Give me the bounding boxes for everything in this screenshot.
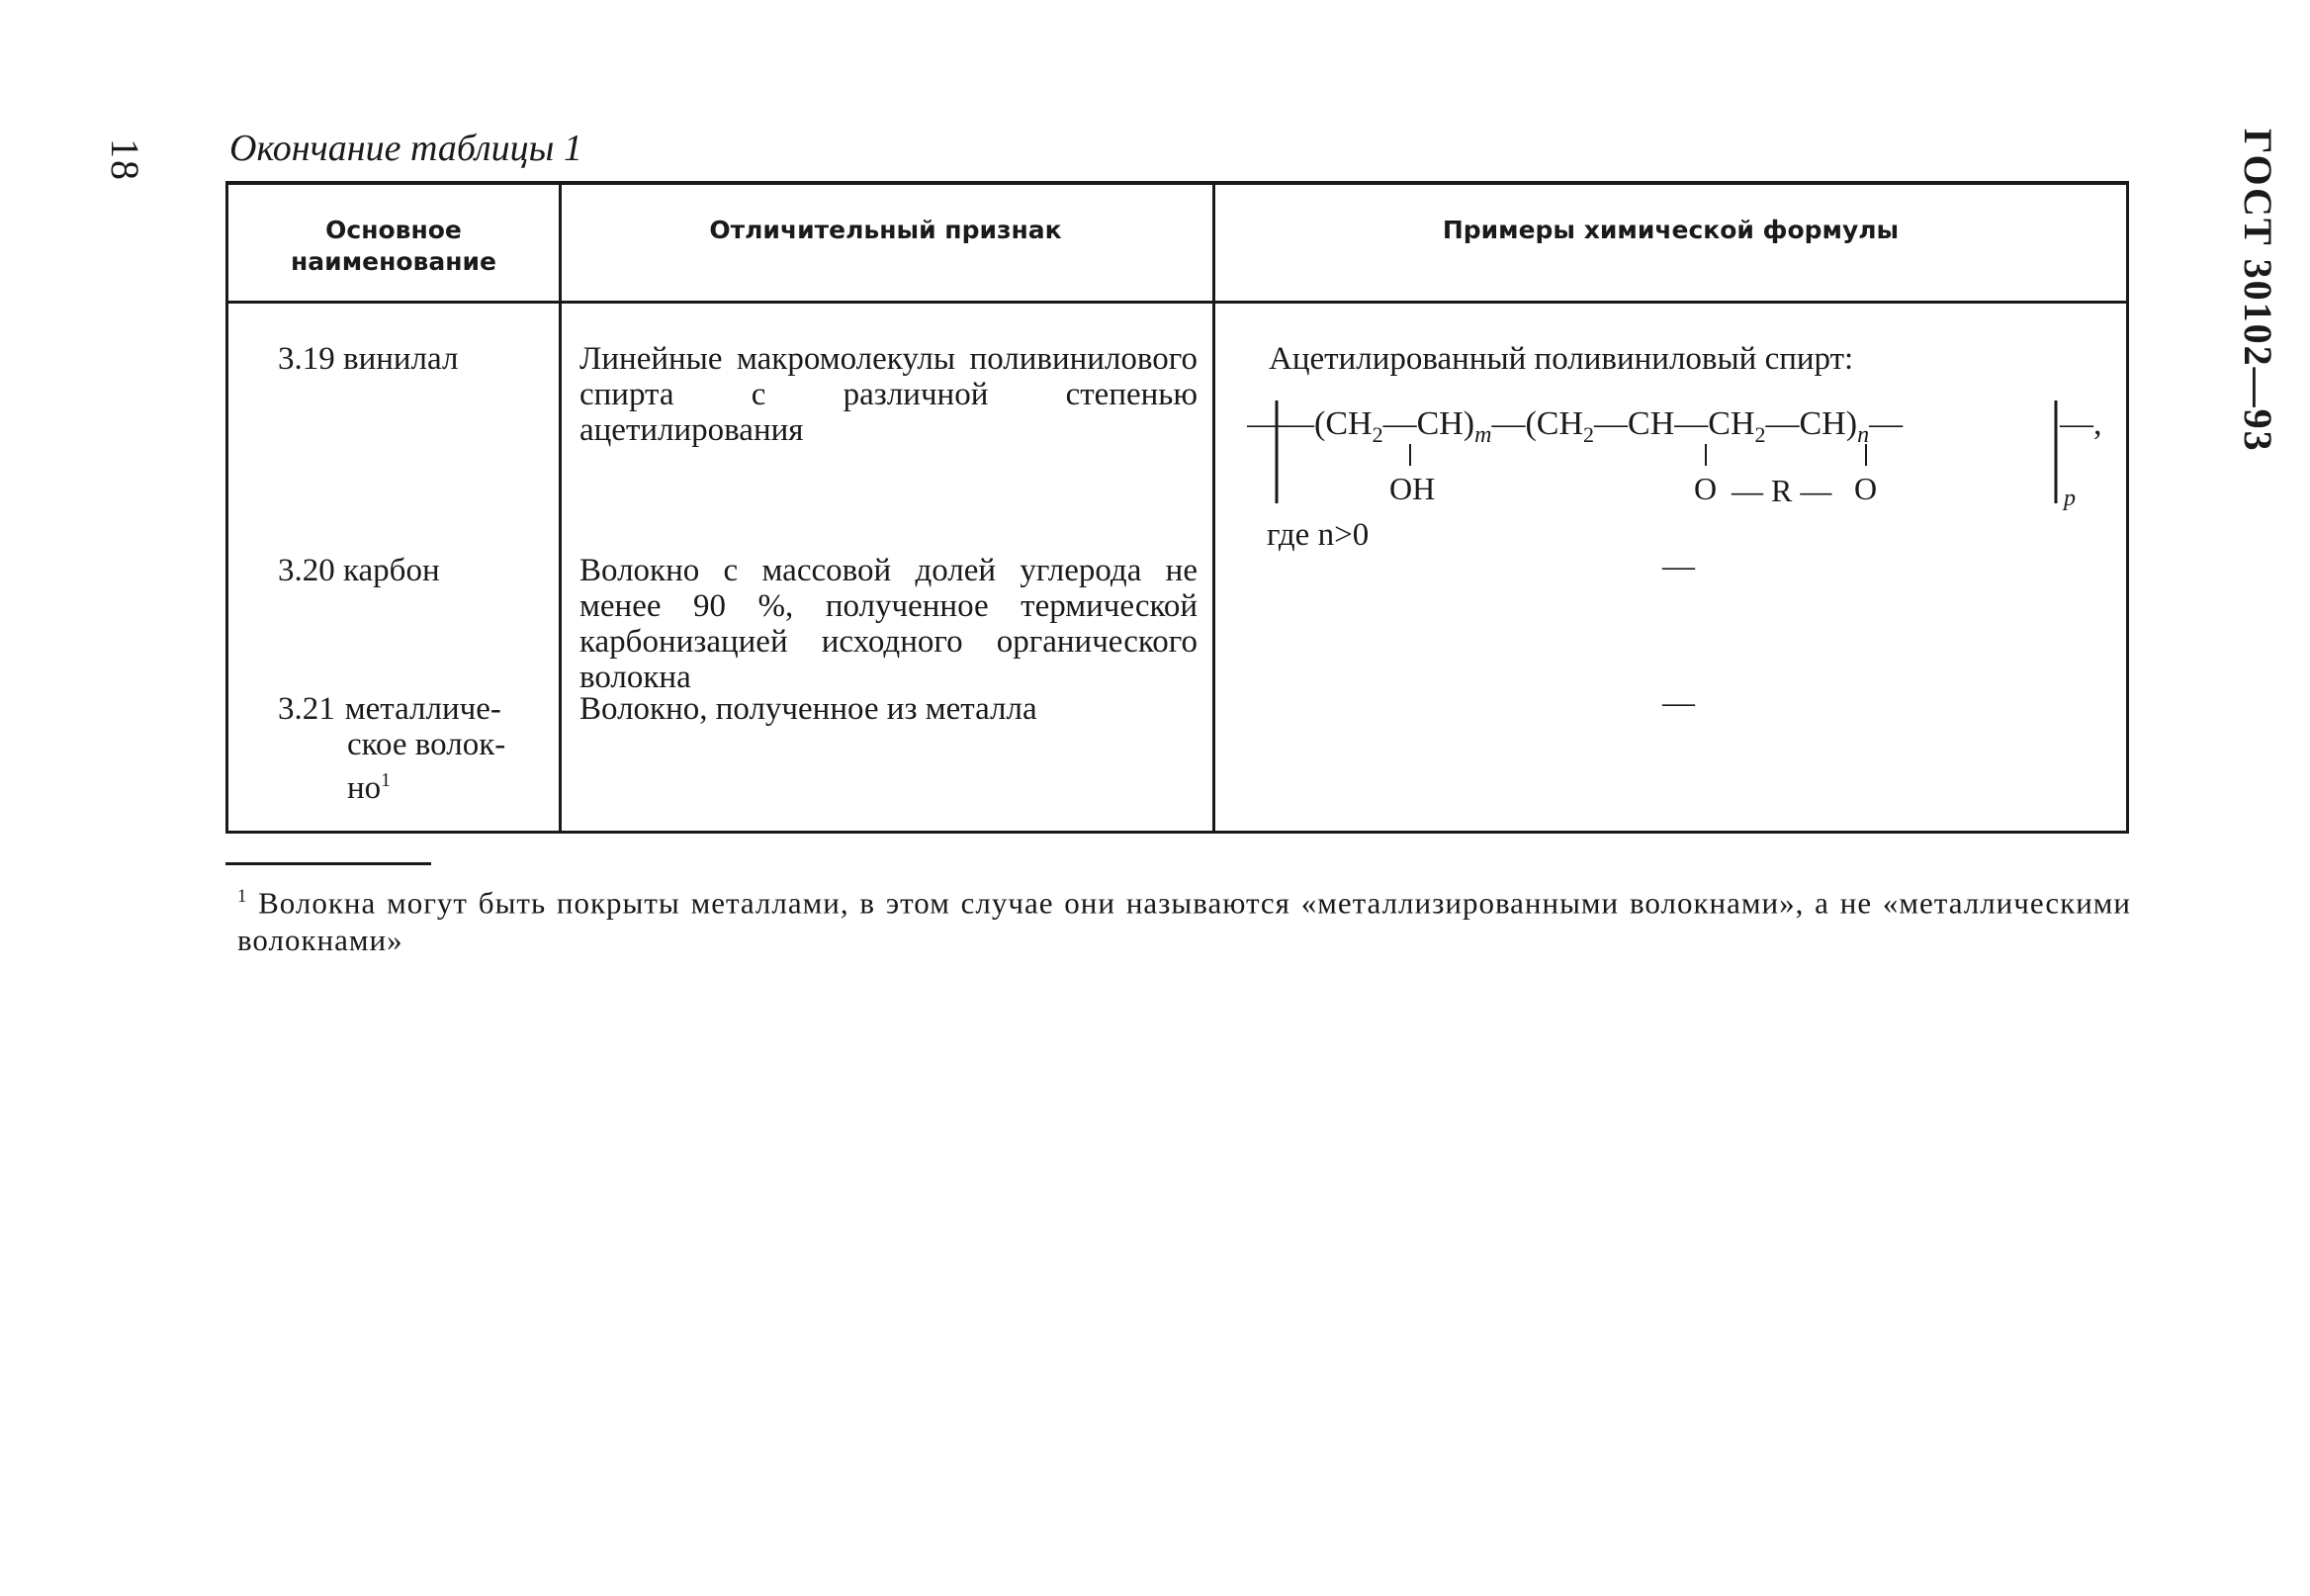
formula-r: — R —	[1732, 473, 1832, 508]
term-feature: Волокно с массовой долей углерода не менее 90 %, полученное термической карбонизацией исходного органического волокна	[579, 553, 1198, 695]
term-number: 3.19	[278, 341, 335, 377]
formula-empty-dash: —	[1662, 549, 1695, 584]
term-name-line-2: ское волок-	[347, 727, 506, 762]
footnote-reference: 1	[381, 769, 392, 791]
footnote-mark: 1	[237, 886, 248, 907]
row-term	[278, 691, 550, 806]
formula-oh: OH	[1389, 471, 1436, 506]
formula-group-1: $—(CH_2—CH)_m—(CH_2—CH—CH_2—CH)_n—$	[1281, 405, 1904, 448]
header-feature: Отличительный признак	[709, 216, 1062, 244]
formula-empty-dash: —	[1662, 685, 1695, 721]
page-number: 18	[103, 138, 147, 182]
column-divider	[559, 185, 562, 831]
footnote	[237, 878, 2131, 959]
standard-designation: ГОСТ 30102—93	[2236, 129, 2280, 453]
header-main-name: Основное наименование	[291, 216, 496, 276]
term-name: карбон	[343, 553, 440, 588]
header-formula: Примеры химической формулы	[1442, 216, 1900, 244]
formula-caption: Ацетилированный поливиниловый спирт:	[1269, 341, 1854, 377]
term-feature: Линейные макромолекулы поливинилового спирта с различной степенью ацетилирования	[579, 341, 1198, 448]
column-divider	[1212, 185, 1215, 831]
table-caption: Окончание таблицы 1	[229, 128, 582, 169]
term-number: 3.21	[278, 691, 335, 727]
term-name: винилал	[343, 341, 459, 377]
term-number: 3.20	[278, 553, 335, 588]
formula-subscript-p: p	[2064, 486, 2076, 511]
terms-table	[225, 181, 2129, 834]
footnote-text: Волокна могут быть покрыты металлами, в этом случае они называются «металлизированными волокнами», а не «металлическими волокнами»	[237, 885, 2131, 958]
footnote-separator	[225, 862, 431, 865]
term-feature: Волокно, полученное из металла	[579, 691, 1037, 727]
header-divider	[228, 301, 2126, 304]
formula-trailing-dash: —,	[2060, 405, 2102, 442]
row-term	[278, 341, 550, 377]
term-name-line-1: металличе-	[344, 691, 501, 727]
row-term	[278, 553, 550, 588]
formula-condition: где n>0	[1267, 517, 1370, 553]
formula-leading-dash: —	[1247, 405, 1281, 442]
formula-o1: O	[1694, 471, 1718, 506]
formula-o2: O	[1854, 471, 1878, 506]
chemical-formula	[1247, 383, 2117, 521]
term-name-line-3: $но^1$	[347, 769, 392, 806]
